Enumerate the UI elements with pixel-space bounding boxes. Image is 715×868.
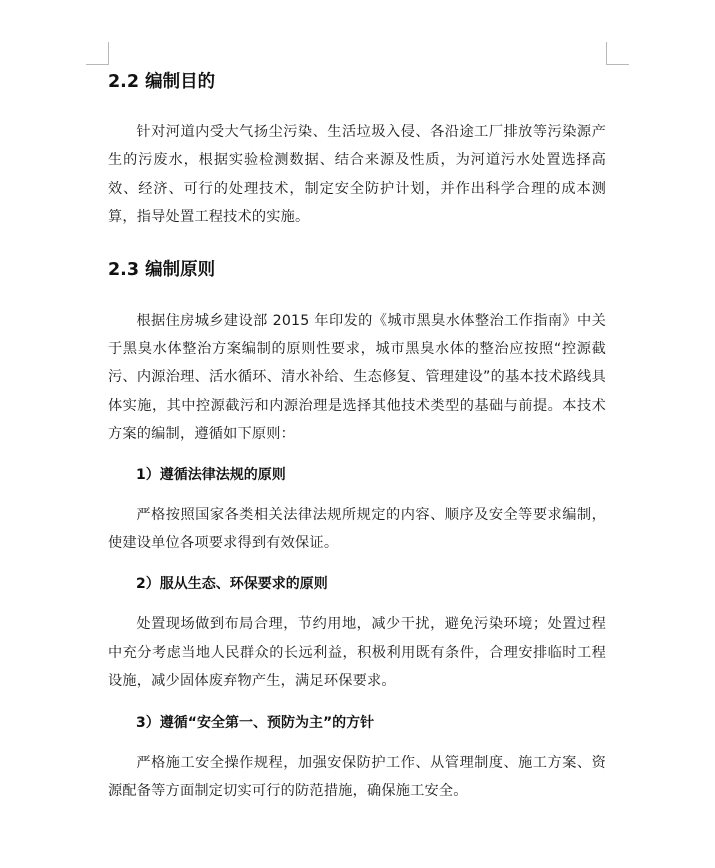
principle-title-law: 1）遵循法律法规的原则: [136, 466, 286, 483]
crop-mark-top-left: [86, 42, 109, 65]
section-paragraph-principles: 根据住房城乡建设部 2015 年印发的《城市黑臭水体整治工作指南》中关于黑臭水体整治方案编制的原则性要求，城市黑臭水体的整治应按照“控源截污、内源治理、活水循环、清水补给、生态修复、管理建设”的基本技术路线具体实施，其中控源截污和内源治理是选择其他技术类型的基础与前提。本技术方案的编制，遵循如下原则：: [108, 312, 606, 443]
principle-title-ecology: 2）服从生态、环保要求的原则: [136, 576, 328, 593]
principle-text-law: 严格按照国家各类相关法律法规所规定的内容、顺序及安全等要求编制，使建设单位各项要求得到有效保证。: [108, 506, 606, 552]
principle-title-safety: 3）遵循“安全第一、预防为主”的方针: [136, 714, 375, 731]
section-heading-purpose: 2.2 编制目的: [108, 72, 216, 92]
section-heading-principles: 2.3 编制原则: [108, 259, 216, 280]
principle-text-safety: 严格施工安全操作规程，加强安保防护工作、从管理制度、施工方案、资源配备等方面制定切实可行的防范措施，确保施工安全。: [108, 754, 606, 800]
section-paragraph-purpose: 针对河道内受大气扬尘污染、生活垃圾入侵、各沿途工厂排放等污染源产生的污废水，根据实验检测数据、结合来源及性质，为河道污水处置选择高效、经济、可行的处理技术，制定安全防护计划，并作出科学合理的成本测算，指导处置工程技术的实施。: [108, 124, 606, 226]
document-body[interactable]: [108, 62, 606, 806]
crop-mark-top-right: [606, 42, 629, 65]
principle-text-ecology: 处置现场做到布局合理，节约用地，减少干扰，避免污染环境；处置过程中充分考虑当地人民群众的长远利益，积极利用既有条件，合理安排临时工程设施，减少固体废弃物产生，满足环保要求。: [108, 616, 606, 690]
